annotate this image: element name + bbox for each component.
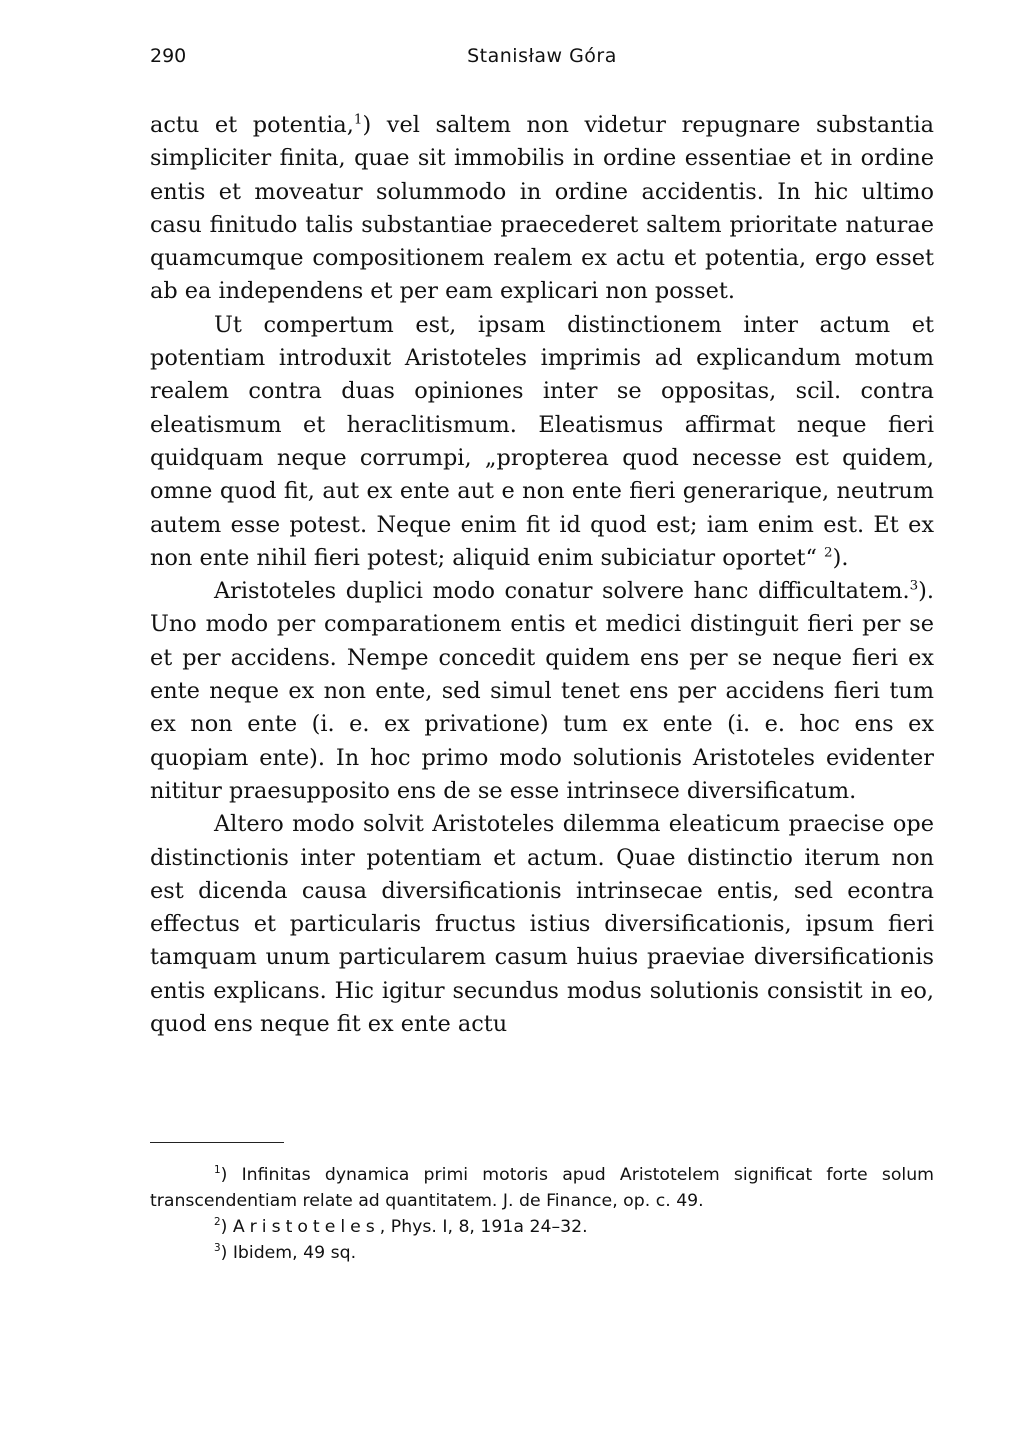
footnote-reference: 3 [909,578,919,594]
paragraph-text: ). [832,544,849,571]
paragraph-3 [150,575,934,808]
footnote-text: ) Ibidem, 49 sq. [220,1243,357,1263]
footnote-marker: 3 [214,1242,221,1255]
page-header [150,45,934,75]
footnote-3 [150,1240,934,1266]
footnote-text: , Phys. I, 8, 191a 24–32. [379,1217,588,1237]
paragraph-text: ). Uno modo per comparationem entis et medici distinguit fieri per se et per accidens. Nempe concedit quidem ens per se neque fieri ex ente neque ex non ente, sed simul tenet ens per accidens fieri tum ex non ente (i. e. ex privatione) tum ex ente (i. e. hoc ens ex quopiam ente). In hoc primo modo solutionis Aristoteles evidenter nititur praesupposito ens de se esse intrinsece diversificatum. [150,578,934,804]
running-head: Stanisław Góra [467,45,617,67]
footnote-separator [150,1142,284,1143]
main-text [150,109,934,1041]
footnote-marker: 2 [214,1216,221,1229]
footnote-1 [150,1162,934,1214]
paragraph-4 [150,808,934,1041]
page-number: 290 [150,45,187,67]
paragraph-2 [150,309,934,575]
footnotes [150,1162,934,1266]
footnote-marker: 1 [214,1164,221,1177]
footnote-reference: 1 [353,112,363,128]
paragraph-text: Altero modo solvit Aristoteles dilemma eleaticum praecise ope distinctionis inter potentiam et actum. Quae distinctio iterum non est dicenda causa diversificationis intrinsecae entis, sed econtra effectus et particularis fructus istius diversificationis, ipsum fieri tamquam unum particularem casum huius praeviae diversificationis entis explicans. Hic igitur secundus modus solutionis consistit in eo, quod ens neque fit ex ente actu [150,811,934,1038]
paragraph-text: Aristoteles duplici modo conatur solvere hanc difficultatem. [214,578,910,605]
footnote-text: ) Infinitas dynamica primi motoris apud Aristotelem significat forte solum transcendentiam relate ad quantitatem. J. de Finance, op. c. 49. [150,1165,934,1211]
footnote-author: Aristoteles [232,1217,380,1237]
paragraph-text: actu et potentia, [150,112,354,138]
paragraph-text: ) vel saltem non videtur repugnare substantia simpliciter finita, quae sit immobilis in ordine essentiae et in ordine entis et moveatur solummodo in ordine accidentis. In hic ultimo casu finitudo talis substantiae praecederet saltem prioritate naturae quamcumque compositionem realem ex actu et potentia, ergo esset ab ea independens et per eam explicari non posset. [150,112,934,305]
footnote-2: $^2$) Aristoteles, Phys. I, 8, 191a 24–32. [214,1216,588,1237]
paragraph-1 [150,109,934,309]
paragraph-text: Ut compertum est, ipsam distinctionem inter actum et potentiam introduxit Aristoteles imprimis ad explicandum motum realem contra duas opiniones inter se oppositas, scil. contra eleatismum et heraclitismum. Eleatismus affirmat neque fieri quidquam neque corrumpi, „propterea quod necesse est quidem, omne quod fit, aut ex ente aut e non ente fieri generarique, neutrum autem esse potest. Neque enim fit id quod est; iam enim est. Et ex non ente nihil fieri potest; aliquid enim subiciatur oportet“ [150,311,934,571]
footnote-reference: 2 [824,545,833,561]
